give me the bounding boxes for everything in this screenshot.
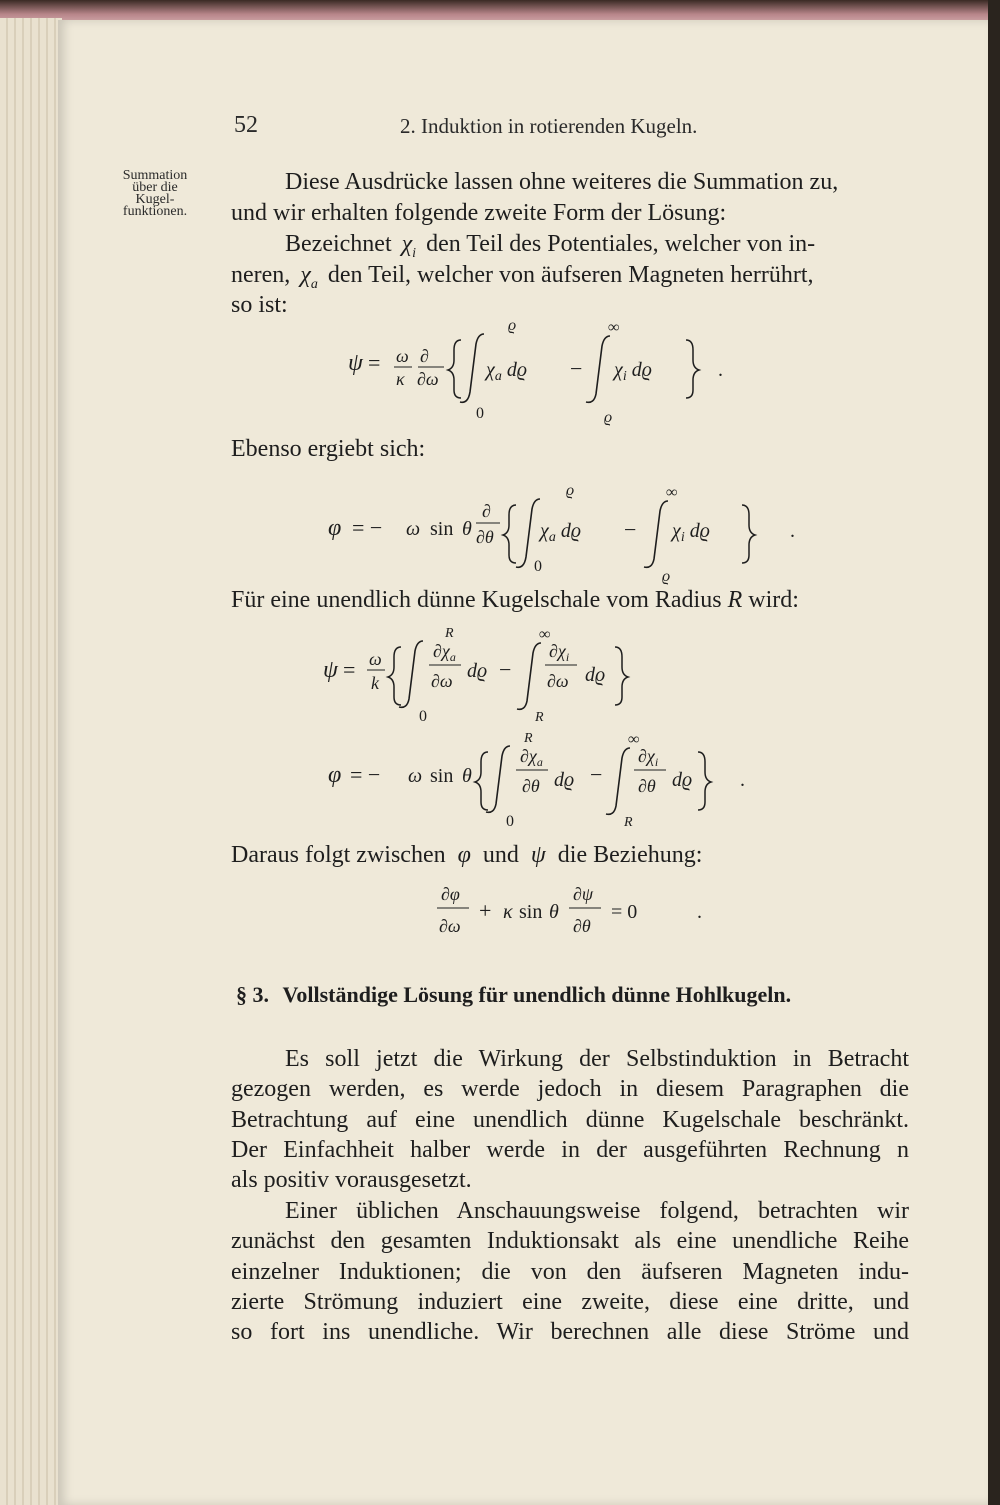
svg-text:∂ψ: ∂ψ: [573, 884, 594, 904]
svg-text:κ: κ: [396, 369, 405, 389]
paragraph-line: Ebenso ergiebt sich:: [231, 436, 426, 462]
book-page: [58, 20, 988, 1505]
body-line: einzelner Induktionen; die von den äufseren Magneten indu-: [231, 1259, 909, 1285]
svg-text:χi dϱ: $\chi_i$ dϱ: [614, 359, 652, 384]
svg-text:dϱ: dϱ: [554, 769, 575, 791]
margin-note: [100, 170, 210, 218]
paragraph-line: so ist:: [231, 292, 288, 318]
svg-text:.: .: [718, 359, 723, 381]
svg-text:∞: ∞: [539, 626, 551, 643]
svg-text:θ: θ: [549, 901, 559, 923]
svg-text:=: =: [343, 657, 356, 682]
section-number: § 3.: [236, 982, 269, 1007]
svg-text:dϱ: dϱ: [672, 769, 693, 791]
svg-text:∂φ: ∂φ: [441, 884, 460, 904]
svg-text:∂χi: $\partial\chi_i$: [638, 746, 659, 769]
svg-text:∂: ∂: [420, 346, 429, 366]
svg-text:∂ω: ∂ω: [439, 916, 461, 936]
psi-symbol: ψ: [530, 842, 546, 868]
section-title: Vollständige Lösung für unendlich dünne Hohlkugeln.: [282, 982, 792, 1007]
svg-text:∂χa: $\partial\chi_a$: [520, 746, 543, 769]
svg-text:−: −: [570, 356, 583, 381]
svg-text:.: .: [790, 520, 795, 542]
svg-text:R: R: [445, 626, 454, 641]
body-line: so fort ins unendliche. Wir berechnen alle diese Ströme und: [231, 1319, 909, 1345]
svg-text:sin: sin: [519, 901, 543, 923]
svg-text:0: 0: [476, 405, 484, 422]
body-line: Es soll jetzt die Wirkung der Selbstinduktion in Betracht: [285, 1046, 909, 1072]
svg-text:0: 0: [506, 813, 514, 830]
svg-text:χa dϱ: $\chi_a$ dϱ: [540, 520, 581, 545]
svg-text:∂: ∂: [482, 501, 491, 521]
paragraph-line: [231, 585, 799, 615]
svg-text:ϱ: ϱ: [604, 409, 613, 426]
body-line: zierte Strömung induziert eine zweite, diese eine dritte, und: [231, 1289, 909, 1315]
svg-text:∂ω: ∂ω: [431, 671, 453, 691]
text-span: den Teil des Potentiales, welcher von in-: [426, 231, 816, 257]
svg-text:ϱ: ϱ: [566, 482, 575, 499]
svg-text:ϱ: ϱ: [508, 317, 517, 334]
svg-text:∂θ: ∂θ: [476, 527, 494, 547]
body-line: zunächst den gesamten Induktionsakt als eine unendliche Reihe: [231, 1228, 909, 1254]
text-span: die Beziehung:: [557, 842, 703, 868]
svg-text:.: .: [697, 901, 702, 923]
svg-text:φ: φ: [328, 515, 342, 541]
text-span: Daraus folgt zwischen: [231, 842, 446, 868]
body-line: gezogen werden, es werde jedoch in diesem Paragraphen die: [231, 1076, 909, 1102]
svg-text:∂χa: $\partial\chi_a$: [433, 641, 456, 664]
text-span: neren,: [231, 262, 291, 288]
svg-text:∞: ∞: [628, 731, 640, 748]
margin-note-line: Summation: [122, 168, 188, 183]
running-title: 2. Induktion in rotierenden Kugeln.: [400, 114, 698, 138]
svg-text:θ: θ: [462, 518, 472, 540]
svg-text:ω: ω: [406, 518, 421, 540]
svg-text:ϱ: ϱ: [662, 568, 671, 585]
equation-psi-2: [323, 625, 743, 725]
chi-i-symbol: $\chi_i$: [401, 231, 417, 261]
svg-text:= −: = −: [352, 515, 383, 540]
svg-text:ω: ω: [369, 649, 382, 669]
svg-text:χi dϱ: $\chi_i$ dϱ: [672, 520, 710, 545]
book-right-edge: [988, 0, 1000, 1505]
svg-text:= −: = −: [350, 762, 381, 787]
svg-text:∂ω: ∂ω: [547, 671, 569, 691]
page-number: 52: [234, 112, 258, 138]
text-span: Bezeichnet: [285, 231, 392, 257]
paragraph-line: Diese Ausdrücke lassen ohne weiteres die Summation zu,: [285, 169, 839, 195]
svg-text:χa dϱ: $\chi_a$ dϱ: [486, 359, 527, 384]
svg-text:∂θ: ∂θ: [638, 776, 656, 796]
svg-text:dϱ: dϱ: [467, 660, 488, 682]
svg-text:R: R: [535, 710, 544, 725]
body-line: als positiv vorausgesetzt.: [231, 1167, 472, 1193]
body-line: Der Einfachheit halber werde in der ausgeführten Rechnung n: [231, 1137, 909, 1163]
svg-text:κ: κ: [503, 901, 513, 923]
equation-phi-1: [328, 475, 858, 585]
paragraph-line: [231, 260, 814, 300]
text-span: und: [482, 842, 519, 868]
svg-text:−: −: [499, 657, 512, 682]
svg-text:∂θ: ∂θ: [573, 916, 591, 936]
equation-psi-1: [348, 310, 818, 426]
radius-symbol: R: [727, 587, 743, 613]
svg-text:sin: sin: [430, 765, 454, 787]
paragraph-line: und wir erhalten folgende zweite Form der Lösung:: [231, 200, 727, 226]
svg-text:= 0: = 0: [611, 901, 638, 923]
text-span: Für eine unendlich dünne Kugelschale vom Radius: [231, 587, 722, 613]
svg-text:∂θ: ∂θ: [522, 776, 540, 796]
svg-text:+: +: [479, 898, 492, 923]
svg-text:dϱ: dϱ: [585, 664, 606, 686]
svg-text:θ: θ: [462, 765, 472, 787]
margin-note-line: funktionen.: [122, 204, 188, 219]
svg-text:=: =: [368, 350, 381, 375]
svg-text:k: k: [371, 673, 379, 693]
book-page-edges: [0, 18, 62, 1505]
paragraph-line: [231, 840, 702, 870]
svg-text:.: .: [740, 769, 745, 791]
svg-text:−: −: [624, 517, 637, 542]
margin-note-line: Kugel-: [135, 192, 175, 207]
svg-text:0: 0: [534, 558, 542, 575]
svg-text:ψ: ψ: [323, 657, 338, 683]
margin-note-line: über die: [132, 180, 178, 195]
text-span: wird:: [748, 587, 799, 613]
svg-text:∞: ∞: [666, 484, 678, 501]
svg-text:R: R: [624, 815, 633, 830]
svg-text:ψ: ψ: [348, 350, 363, 376]
section-heading: [236, 982, 791, 1008]
equation-phi-2: [328, 730, 828, 830]
svg-text:φ: φ: [328, 762, 342, 788]
svg-text:ω: ω: [408, 765, 423, 787]
text-span: den Teil, welcher von äufseren Magneten herrührt,: [327, 262, 814, 288]
phi-symbol: φ: [457, 842, 471, 868]
svg-text:0: 0: [419, 708, 427, 725]
svg-text:R: R: [524, 731, 533, 746]
svg-text:ω: ω: [396, 346, 409, 366]
svg-text:∂ω: ∂ω: [417, 369, 439, 389]
equation-relation: [433, 878, 753, 948]
body-line: Betrachtung auf eine unendlich dünne Kugelschale beschränkt.: [231, 1107, 909, 1133]
svg-text:sin: sin: [430, 518, 454, 540]
svg-text:−: −: [590, 762, 603, 787]
svg-text:∞: ∞: [608, 319, 620, 336]
svg-text:∂χi: $\partial\chi_i$: [549, 641, 570, 664]
chi-a-symbol: $\chi_a$: [300, 262, 318, 292]
body-line: Einer üblichen Anschauungsweise folgend, betrachten wir: [285, 1198, 909, 1224]
